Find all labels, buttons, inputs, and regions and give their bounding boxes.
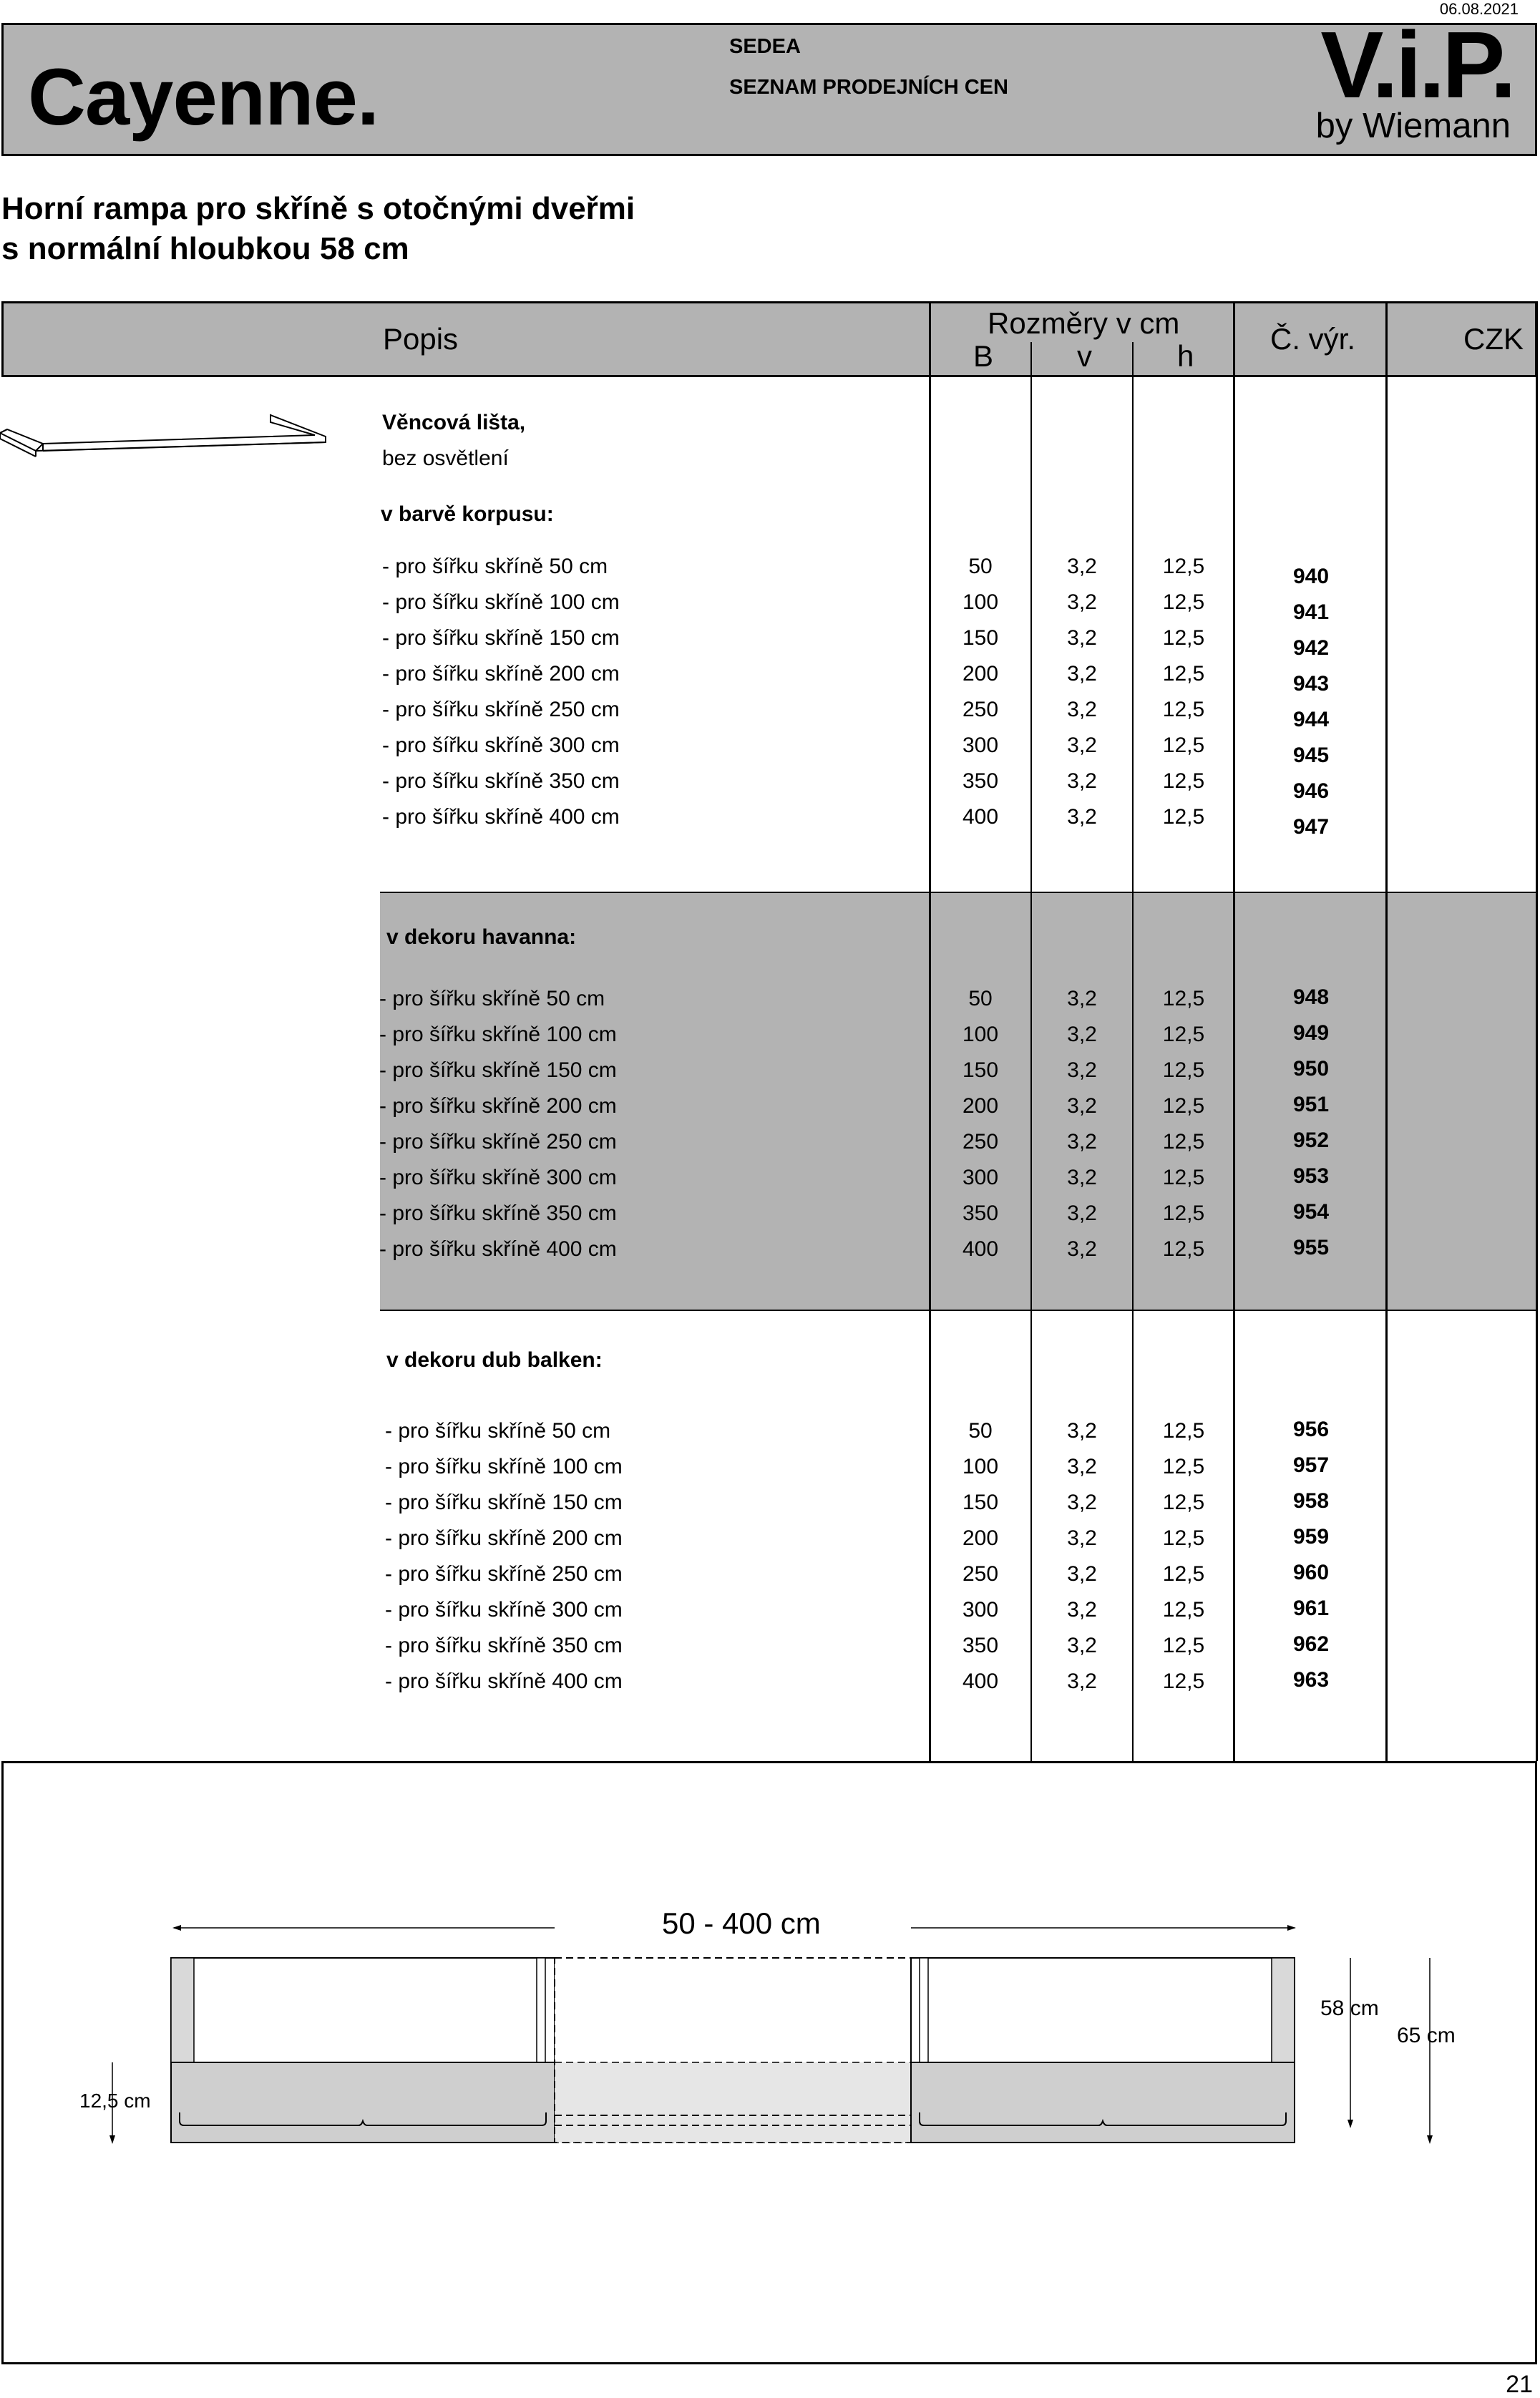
row-separator xyxy=(380,1310,1537,1311)
col-popis: Popis xyxy=(383,322,459,356)
column-line xyxy=(1385,301,1388,1761)
row-width: 250 xyxy=(962,1562,999,1586)
row-item-code: 947 xyxy=(1292,815,1330,839)
group-title: v barvě korpusu: xyxy=(381,502,554,526)
row-depth: 12,5 xyxy=(1162,1562,1205,1586)
row-item-code: 948 xyxy=(1292,985,1330,1009)
row-item-code: 946 xyxy=(1292,779,1330,803)
cornice-sketch xyxy=(0,408,329,458)
page-title-line-2: s normální hloubkou 58 cm xyxy=(1,231,409,266)
row-width: 250 xyxy=(962,698,999,721)
row-width: 200 xyxy=(962,1526,999,1550)
depth-dimension-label: 58 cm xyxy=(1320,1997,1379,2020)
row-width: 300 xyxy=(962,1598,999,1622)
col-czk: CZK xyxy=(1463,322,1524,356)
row-width: 150 xyxy=(962,1491,999,1514)
row-height: 3,2 xyxy=(1067,1598,1097,1622)
row-description: - pro šířku skříně 400 cm xyxy=(385,1670,623,1693)
row-depth: 12,5 xyxy=(1162,1202,1205,1225)
vip-logo-sub: by Wiemann xyxy=(1315,107,1511,145)
row-depth: 12,5 xyxy=(1162,590,1205,614)
row-depth: 12,5 xyxy=(1162,1526,1205,1550)
product-note: bez osvětlení xyxy=(382,447,509,470)
row-description: - pro šířku skříně 300 cm xyxy=(379,1166,617,1189)
row-description: - pro šířku skříně 300 cm xyxy=(385,1598,623,1622)
row-height: 3,2 xyxy=(1067,769,1097,793)
row-description: - pro šířku skříně 400 cm xyxy=(382,805,620,829)
col-cvyr: Č. výr. xyxy=(1270,322,1356,356)
row-height: 3,2 xyxy=(1067,1166,1097,1189)
row-description: - pro šířku skříně 300 cm xyxy=(382,733,620,757)
row-width: 300 xyxy=(962,733,999,757)
row-height: 3,2 xyxy=(1067,1455,1097,1478)
row-height: 3,2 xyxy=(1067,1670,1097,1693)
row-height: 3,2 xyxy=(1067,1023,1097,1046)
group-title: v dekoru havanna: xyxy=(386,925,577,949)
row-width: 50 xyxy=(968,987,993,1010)
row-item-code: 944 xyxy=(1292,708,1330,731)
row-width: 100 xyxy=(962,590,999,614)
row-depth: 12,5 xyxy=(1162,555,1205,578)
row-description: - pro šířku skříně 50 cm xyxy=(385,1419,611,1443)
row-depth: 12,5 xyxy=(1162,662,1205,686)
row-height: 3,2 xyxy=(1067,1237,1097,1261)
row-width: 400 xyxy=(962,1237,999,1261)
row-item-code: 945 xyxy=(1292,744,1330,767)
series-name: SEDEA xyxy=(729,35,801,58)
header-divider xyxy=(1132,342,1134,376)
row-width: 400 xyxy=(962,805,999,829)
header-bar xyxy=(1,12,1537,156)
row-item-code: 950 xyxy=(1292,1057,1330,1081)
row-height: 3,2 xyxy=(1067,555,1097,578)
row-width: 50 xyxy=(968,555,993,578)
row-width: 350 xyxy=(962,1202,999,1225)
row-depth: 12,5 xyxy=(1162,987,1205,1010)
row-description: - pro šířku skříně 250 cm xyxy=(379,1130,617,1154)
row-width: 150 xyxy=(962,1058,999,1082)
row-item-code: 951 xyxy=(1292,1093,1330,1116)
row-item-code: 955 xyxy=(1292,1236,1330,1259)
vip-logo: V.i.P. xyxy=(1320,12,1514,117)
row-item-code: 956 xyxy=(1292,1418,1330,1441)
dimension-diagram xyxy=(1,1761,1537,2364)
row-depth: 12,5 xyxy=(1162,1491,1205,1514)
column-line xyxy=(1536,301,1538,1761)
total-depth-label: 65 cm xyxy=(1397,2024,1456,2047)
row-description: - pro šířku skříně 200 cm xyxy=(385,1526,623,1550)
row-depth: 12,5 xyxy=(1162,1634,1205,1657)
date: 06.08.2021 xyxy=(1439,0,1519,18)
page-title xyxy=(1,189,635,269)
width-dimension-label: 50 - 400 cm xyxy=(662,1906,821,1940)
row-depth: 12,5 xyxy=(1162,1670,1205,1693)
row-description: - pro šířku skříně 200 cm xyxy=(382,662,620,686)
product-name: Věncová lišta, xyxy=(382,411,526,434)
row-item-code: 954 xyxy=(1292,1200,1330,1224)
row-depth: 12,5 xyxy=(1162,1598,1205,1622)
row-item-code: 941 xyxy=(1292,600,1330,624)
row-depth: 12,5 xyxy=(1162,1455,1205,1478)
row-width: 200 xyxy=(962,662,999,686)
row-depth: 12,5 xyxy=(1162,805,1205,829)
row-description: - pro šířku skříně 400 cm xyxy=(379,1237,617,1261)
row-height: 3,2 xyxy=(1067,987,1097,1010)
row-height: 3,2 xyxy=(1067,626,1097,650)
row-description: - pro šířku skříně 350 cm xyxy=(379,1202,617,1225)
col-rozmery: Rozměry v cm xyxy=(988,306,1180,340)
row-width: 50 xyxy=(968,1419,993,1443)
row-description: - pro šířku skříně 150 cm xyxy=(379,1058,617,1082)
row-depth: 12,5 xyxy=(1162,1058,1205,1082)
row-item-code: 961 xyxy=(1292,1597,1330,1620)
height-dimension-label: 12,5 cm xyxy=(79,2090,151,2112)
row-width: 300 xyxy=(962,1166,999,1189)
row-item-code: 953 xyxy=(1292,1164,1330,1188)
row-item-code: 957 xyxy=(1292,1453,1330,1477)
group-title: v dekoru dub balken: xyxy=(386,1348,603,1372)
row-depth: 12,5 xyxy=(1162,1023,1205,1046)
row-description: - pro šířku skříně 100 cm xyxy=(385,1455,623,1478)
row-description: - pro šířku skříně 100 cm xyxy=(382,590,620,614)
row-item-code: 952 xyxy=(1292,1129,1330,1152)
page-number: 21 xyxy=(1506,2371,1533,2398)
row-item-code: 942 xyxy=(1292,636,1330,660)
row-depth: 12,5 xyxy=(1162,1237,1205,1261)
row-height: 3,2 xyxy=(1067,733,1097,757)
row-width: 350 xyxy=(962,769,999,793)
row-height: 3,2 xyxy=(1067,1130,1097,1154)
col-h: h xyxy=(1177,339,1194,373)
table-header xyxy=(1,301,1537,377)
row-description: - pro šířku skříně 250 cm xyxy=(382,698,620,721)
row-depth: 12,5 xyxy=(1162,733,1205,757)
header-divider xyxy=(1030,342,1032,376)
row-item-code: 949 xyxy=(1292,1021,1330,1045)
page-title-line-1: Horní rampa pro skříně s otočnými dveřmi xyxy=(1,191,635,226)
row-item-code: 943 xyxy=(1292,672,1330,696)
row-height: 3,2 xyxy=(1067,698,1097,721)
row-separator xyxy=(380,892,1537,893)
row-height: 3,2 xyxy=(1067,1634,1097,1657)
col-b: B xyxy=(973,339,994,373)
row-width: 200 xyxy=(962,1094,999,1118)
row-height: 3,2 xyxy=(1067,805,1097,829)
list-title: SEZNAM PRODEJNÍCH CEN xyxy=(729,76,1008,99)
row-description: - pro šířku skříně 200 cm xyxy=(379,1094,617,1118)
row-height: 3,2 xyxy=(1067,1526,1097,1550)
row-width: 100 xyxy=(962,1023,999,1046)
row-description: - pro šířku skříně 150 cm xyxy=(382,626,620,650)
row-depth: 12,5 xyxy=(1162,1094,1205,1118)
row-depth: 12,5 xyxy=(1162,1130,1205,1154)
row-depth: 12,5 xyxy=(1162,626,1205,650)
row-width: 400 xyxy=(962,1670,999,1693)
row-depth: 12,5 xyxy=(1162,1419,1205,1443)
row-height: 3,2 xyxy=(1067,590,1097,614)
row-height: 3,2 xyxy=(1067,1419,1097,1443)
row-depth: 12,5 xyxy=(1162,1166,1205,1189)
row-description: - pro šířku skříně 50 cm xyxy=(379,987,605,1010)
row-height: 3,2 xyxy=(1067,1058,1097,1082)
row-width: 150 xyxy=(962,626,999,650)
row-description: - pro šířku skříně 150 cm xyxy=(385,1491,623,1514)
row-description: - pro šířku skříně 100 cm xyxy=(379,1023,617,1046)
row-height: 3,2 xyxy=(1067,1562,1097,1586)
row-width: 100 xyxy=(962,1455,999,1478)
row-description: - pro šířku skříně 350 cm xyxy=(382,769,620,793)
row-item-code: 940 xyxy=(1292,565,1330,588)
row-item-code: 962 xyxy=(1292,1632,1330,1656)
row-description: - pro šířku skříně 350 cm xyxy=(385,1634,623,1657)
row-item-code: 959 xyxy=(1292,1525,1330,1549)
row-description: - pro šířku skříně 250 cm xyxy=(385,1562,623,1586)
row-description: - pro šířku skříně 50 cm xyxy=(382,555,608,578)
row-width: 250 xyxy=(962,1130,999,1154)
row-height: 3,2 xyxy=(1067,662,1097,686)
row-item-code: 958 xyxy=(1292,1489,1330,1513)
row-height: 3,2 xyxy=(1067,1491,1097,1514)
row-item-code: 960 xyxy=(1292,1561,1330,1584)
cornice-drawing xyxy=(4,1763,1535,2362)
row-height: 3,2 xyxy=(1067,1094,1097,1118)
row-height: 3,2 xyxy=(1067,1202,1097,1225)
row-width: 350 xyxy=(962,1634,999,1657)
row-depth: 12,5 xyxy=(1162,698,1205,721)
brand-name: Cayenne. xyxy=(28,52,379,142)
row-depth: 12,5 xyxy=(1162,769,1205,793)
row-item-code: 963 xyxy=(1292,1668,1330,1692)
col-v: v xyxy=(1077,339,1092,373)
